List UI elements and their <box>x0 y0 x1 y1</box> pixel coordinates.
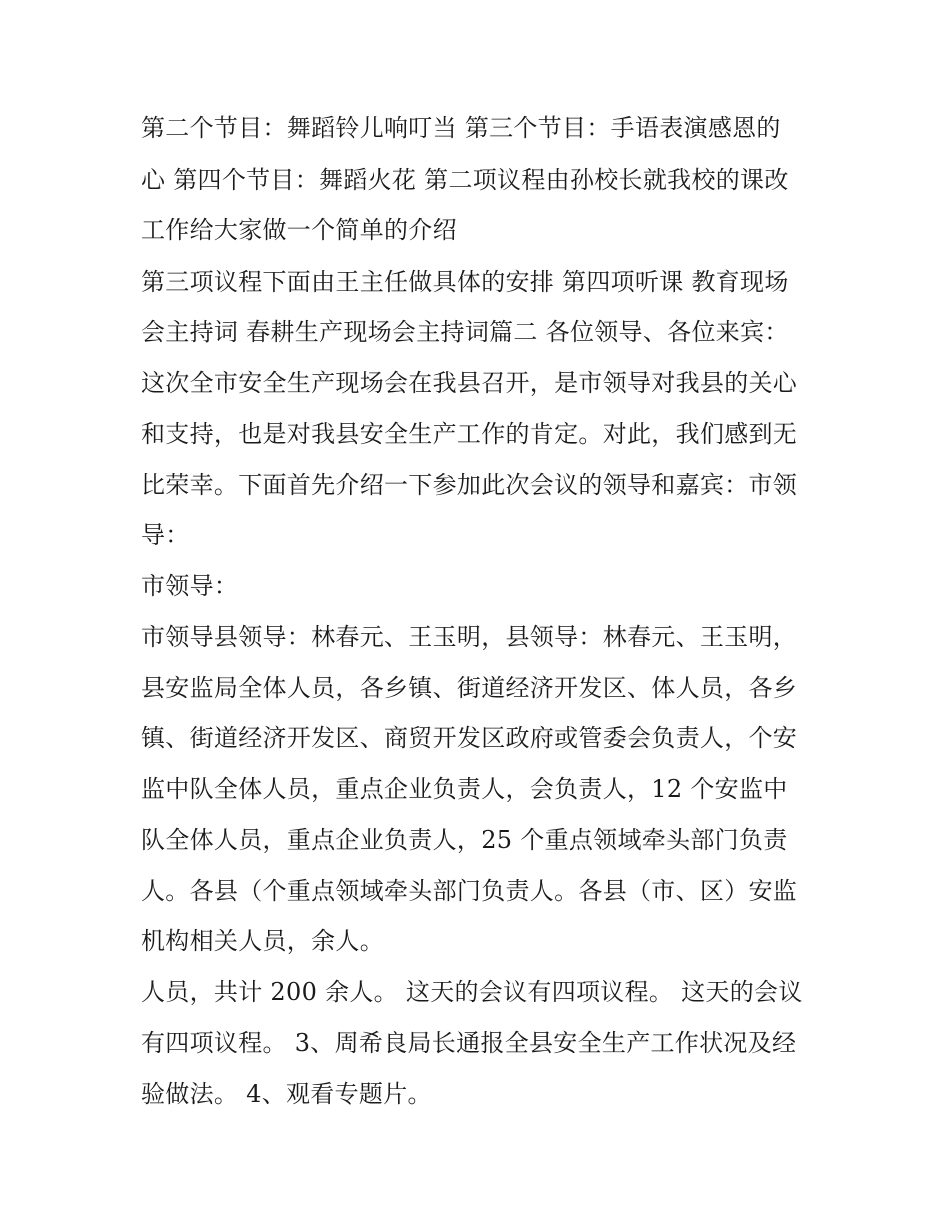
text-line: 市领导县领导：林春元、王玉明，县领导：林春元、王玉明， <box>141 623 798 651</box>
text-line: 工作给大家做一个简单的介绍 <box>141 216 457 244</box>
text-line: 人。各县（个重点领域牵头部门负责人。各县（市、区）安监 <box>141 877 798 905</box>
text-line: 比荣幸。下面首先介绍一下参加此次会议的领导和嘉宾：市领 <box>141 471 798 499</box>
text-line: 市领导： <box>141 572 239 600</box>
text-line: 验做法。 4、观看专题片。 <box>141 1080 432 1108</box>
text-line: 和支持，也是对我县安全生产工作的肯定。对此，我们感到无 <box>141 420 798 448</box>
text-line: 县安监局全体人员，各乡镇、街道经济开发区、体人员，各乡 <box>141 674 798 702</box>
text-line: 机构相关人员，余人。 <box>141 927 384 955</box>
text-line: 导： <box>141 521 190 549</box>
text-line: 第二个节目：舞蹈铃儿响叮当 第三个节目：手语表演感恩的 <box>141 114 781 142</box>
text-line: 这次全市安全生产现场会在我县召开，是市领导对我县的关心 <box>141 369 798 397</box>
text-line: 有四项议程。 3、周希良局长通报全县安全生产工作状况及经 <box>141 1029 797 1057</box>
text-line: 会主持词 春耕生产现场会主持词篇二 各位领导、各位来宾： <box>141 318 789 346</box>
text-line: 队全体人员，重点企业负责人，25 个重点领域牵头部门负责 <box>141 826 788 854</box>
text-line: 镇、街道经济开发区、商贸开发区政府或管委会负责人，个安 <box>141 724 798 752</box>
text-line: 第三项议程下面由王主任做具体的安排 第四项听课 教育现场 <box>141 268 789 296</box>
text-line: 人员，共计 200 余人。 这天的会议有四项议程。 这天的会议 <box>141 978 803 1006</box>
text-line: 监中队全体人员，重点企业负责人，会负责人，12 个安监中 <box>141 775 788 803</box>
text-line: 心 第四个节目：舞蹈火花 第二项议程由孙校长就我校的课改 <box>141 166 789 194</box>
